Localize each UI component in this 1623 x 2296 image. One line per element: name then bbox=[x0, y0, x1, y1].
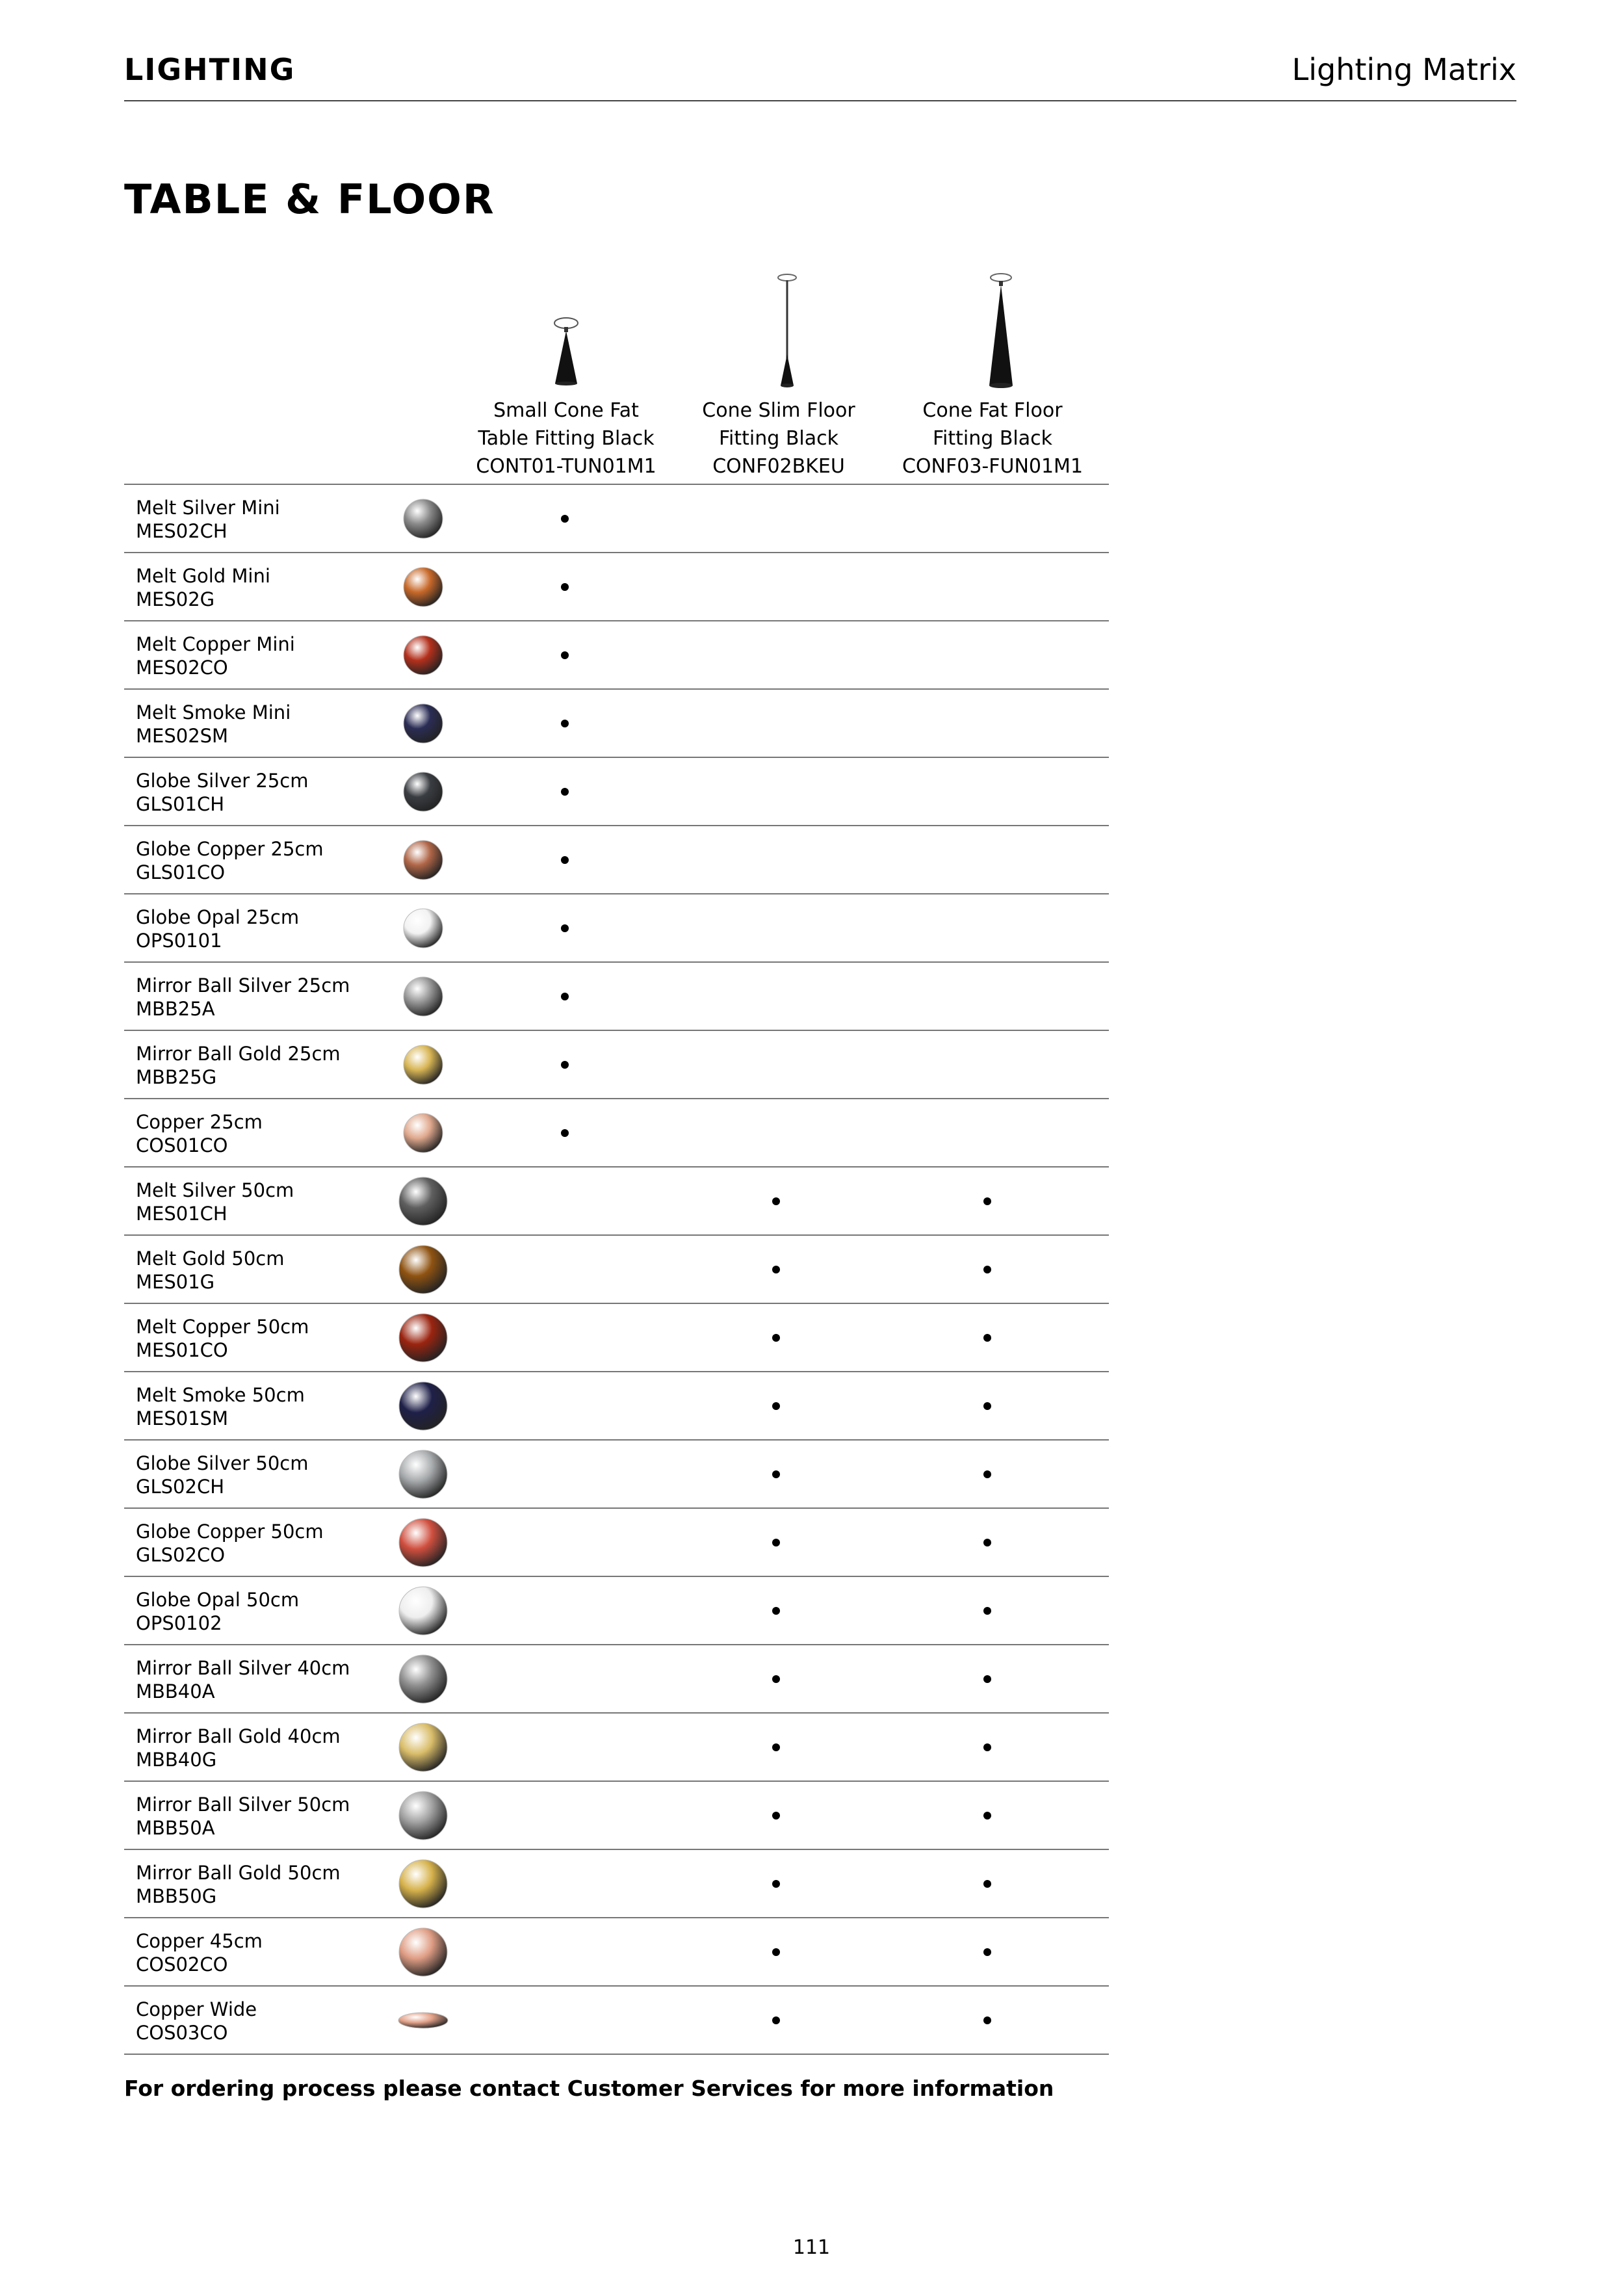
product-name: Globe Silver 25cm bbox=[136, 770, 309, 792]
shade-thumbnail-icon bbox=[397, 1585, 449, 1637]
product-name-cell bbox=[136, 496, 280, 543]
shade-shape bbox=[399, 1314, 447, 1362]
shade-shape bbox=[404, 567, 443, 607]
shade-thumbnail-icon bbox=[397, 1244, 449, 1296]
product-name: Mirror Ball Silver 50cm bbox=[136, 1794, 350, 1816]
table-row bbox=[124, 963, 1109, 1031]
product-name-cell bbox=[136, 1247, 285, 1294]
shade-thumbnail-icon bbox=[397, 766, 449, 818]
product-name: Mirror Ball Gold 40cm bbox=[136, 1725, 341, 1747]
product-name-cell bbox=[136, 1656, 350, 1703]
table-row bbox=[124, 1236, 1109, 1304]
compatibility-dot bbox=[983, 1948, 991, 1956]
shade-thumbnail-icon bbox=[397, 1312, 449, 1364]
table-row bbox=[124, 1099, 1109, 1168]
product-code: MBB50G bbox=[136, 1885, 217, 1907]
shade-shape bbox=[404, 499, 443, 538]
compatibility-dot bbox=[983, 1880, 991, 1888]
product-name-cell bbox=[136, 1588, 299, 1635]
section-title: TABLE & FLOOR bbox=[124, 176, 495, 223]
cone-slim-floor-lamp-icon bbox=[675, 263, 883, 393]
table-row bbox=[124, 1918, 1109, 1987]
compatibility-dot bbox=[772, 1880, 780, 1888]
column-product-code: CONT01-TUN01M1 bbox=[476, 455, 656, 478]
table-row bbox=[124, 690, 1109, 758]
compatibility-dot bbox=[772, 1334, 780, 1342]
product-code: MBB25G bbox=[136, 1066, 217, 1088]
compatibility-dot bbox=[772, 1812, 780, 1820]
product-name: Mirror Ball Gold 25cm bbox=[136, 1043, 341, 1065]
product-code: COS03CO bbox=[136, 2022, 228, 2044]
product-name: Melt Silver 50cm bbox=[136, 1179, 294, 1201]
product-code: OPS0102 bbox=[136, 1612, 222, 1634]
product-code: GLS01CH bbox=[136, 793, 224, 815]
product-name: Globe Copper 50cm bbox=[136, 1520, 324, 1543]
compatibility-dot bbox=[561, 651, 569, 659]
column-label bbox=[449, 397, 683, 480]
table-row bbox=[124, 894, 1109, 963]
table-row bbox=[124, 1304, 1109, 1372]
shade-thumbnail-icon bbox=[397, 698, 449, 750]
shade-shape bbox=[399, 1655, 447, 1703]
column-product-code: CONF02BKEU bbox=[712, 455, 845, 478]
product-code: MES02CH bbox=[136, 520, 227, 542]
product-name: Globe Silver 50cm bbox=[136, 1452, 309, 1474]
column-label-line: Fitting Black bbox=[932, 427, 1053, 450]
product-name-cell bbox=[136, 1452, 309, 1498]
compatibility-dot bbox=[772, 1948, 780, 1956]
shade-shape bbox=[404, 704, 443, 743]
table-row bbox=[124, 1987, 1109, 2055]
column-label-line: Fitting Black bbox=[718, 427, 839, 450]
product-name: Globe Opal 50cm bbox=[136, 1589, 300, 1611]
product-name: Copper Wide bbox=[136, 1998, 257, 2020]
product-name: Globe Opal 25cm bbox=[136, 906, 300, 928]
column-label-line: Table Fitting Black bbox=[478, 427, 655, 450]
compatibility-dot bbox=[983, 1675, 991, 1683]
table-row bbox=[124, 1782, 1109, 1850]
product-code: MES02SM bbox=[136, 725, 229, 747]
product-name-cell bbox=[136, 1520, 324, 1567]
compatibility-dot bbox=[772, 1266, 780, 1273]
table-row bbox=[124, 1714, 1109, 1782]
shade-thumbnail-icon bbox=[397, 493, 449, 545]
shade-shape bbox=[404, 909, 443, 948]
column-label-line: Cone Slim Floor bbox=[702, 399, 855, 422]
compatibility-dot bbox=[561, 720, 569, 727]
compatibility-dot bbox=[983, 1743, 991, 1751]
compatibility-dot bbox=[561, 1061, 569, 1069]
product-name-cell bbox=[136, 1929, 263, 1976]
shade-shape bbox=[399, 1450, 447, 1498]
page-header bbox=[124, 52, 1516, 101]
ordering-footnote: For ordering process please contact Customer Services for more information bbox=[124, 2076, 1054, 2101]
compatibility-dot bbox=[561, 788, 569, 796]
shade-thumbnail-icon bbox=[397, 629, 449, 681]
shade-thumbnail-icon bbox=[397, 1653, 449, 1705]
product-name: Melt Smoke Mini bbox=[136, 701, 291, 724]
shade-shape bbox=[399, 1246, 447, 1294]
product-code: MBB40G bbox=[136, 1749, 217, 1771]
shade-thumbnail-icon bbox=[397, 1994, 449, 2046]
shade-shape bbox=[404, 1045, 443, 1084]
compatibility-dot bbox=[983, 1607, 991, 1615]
column-label bbox=[876, 397, 1110, 480]
product-name-cell bbox=[136, 974, 350, 1021]
product-name: Copper 25cm bbox=[136, 1111, 263, 1133]
shade-shape bbox=[399, 1519, 447, 1567]
product-name-cell bbox=[136, 769, 309, 816]
product-name-cell bbox=[136, 1725, 341, 1771]
shade-thumbnail-icon bbox=[397, 1517, 449, 1569]
product-name-cell bbox=[136, 1179, 294, 1225]
product-name-cell bbox=[136, 1998, 257, 2044]
column-header-small-cone-fat bbox=[462, 263, 670, 484]
small-cone-fat-table-lamp-icon bbox=[462, 263, 670, 393]
shade-thumbnail-icon bbox=[397, 1858, 449, 1910]
table-row bbox=[124, 758, 1109, 826]
table-row bbox=[124, 1372, 1109, 1441]
compatibility-dot bbox=[983, 2016, 991, 2024]
compatibility-dot bbox=[983, 1197, 991, 1205]
shade-thumbnail-icon bbox=[397, 1790, 449, 1842]
table-row bbox=[124, 1509, 1109, 1577]
product-code: GLS02CO bbox=[136, 1544, 226, 1566]
header-section-label: LIGHTING bbox=[124, 52, 296, 87]
compatibility-dot bbox=[772, 1470, 780, 1478]
product-name: Melt Smoke 50cm bbox=[136, 1384, 305, 1406]
shade-thumbnail-icon bbox=[397, 561, 449, 613]
product-name-cell bbox=[136, 1315, 309, 1362]
shade-shape bbox=[404, 841, 443, 880]
product-code: GLS01CO bbox=[136, 861, 226, 883]
compatibility-dot bbox=[772, 1402, 780, 1410]
shade-shape bbox=[399, 1723, 447, 1771]
column-label-line: Small Cone Fat bbox=[493, 399, 639, 422]
product-name: Globe Copper 25cm bbox=[136, 838, 324, 860]
compatibility-dot bbox=[561, 1129, 569, 1137]
table-row bbox=[124, 1577, 1109, 1645]
column-label bbox=[662, 397, 896, 480]
column-header-cone-fat-floor bbox=[889, 263, 1097, 484]
shade-shape bbox=[399, 1860, 447, 1908]
shade-shape bbox=[404, 772, 443, 811]
shade-thumbnail-icon bbox=[397, 1039, 449, 1091]
compatibility-dot bbox=[983, 1266, 991, 1273]
table-row bbox=[124, 553, 1109, 621]
compatibility-dot bbox=[772, 1743, 780, 1751]
cone-fat-floor-lamp-icon bbox=[889, 263, 1097, 393]
shade-shape bbox=[404, 1114, 443, 1153]
table-row bbox=[124, 621, 1109, 690]
shade-shape bbox=[399, 1928, 447, 1976]
page-number: 111 bbox=[792, 2236, 831, 2259]
product-code: MES02G bbox=[136, 588, 215, 610]
product-name: Mirror Ball Silver 25cm bbox=[136, 974, 350, 997]
compatibility-dot bbox=[983, 1812, 991, 1820]
product-code: MES02CO bbox=[136, 657, 228, 679]
compatibility-dot bbox=[983, 1334, 991, 1342]
compatibility-dot bbox=[983, 1539, 991, 1546]
product-name: Mirror Ball Gold 50cm bbox=[136, 1862, 341, 1884]
product-code: GLS02CH bbox=[136, 1476, 224, 1498]
product-name-cell bbox=[136, 1110, 263, 1157]
compatibility-dot bbox=[561, 924, 569, 932]
table-row bbox=[124, 1031, 1109, 1099]
compatibility-dot bbox=[772, 1675, 780, 1683]
column-product-code: CONF03-FUN01M1 bbox=[902, 455, 1084, 478]
product-name: Melt Silver Mini bbox=[136, 497, 280, 519]
header-title: Lighting Matrix bbox=[1292, 52, 1516, 87]
product-name: Melt Copper 50cm bbox=[136, 1316, 309, 1338]
shade-thumbnail-icon bbox=[397, 971, 449, 1023]
shade-thumbnail-icon bbox=[397, 1926, 449, 1978]
compatibility-dot bbox=[983, 1470, 991, 1478]
shade-shape bbox=[399, 1177, 447, 1225]
table-row bbox=[124, 826, 1109, 894]
product-code: MBB25A bbox=[136, 998, 215, 1020]
product-name-cell bbox=[136, 1383, 305, 1430]
table-row bbox=[124, 485, 1109, 553]
product-code: MBB50A bbox=[136, 1817, 215, 1839]
product-name: Mirror Ball Silver 40cm bbox=[136, 1657, 350, 1679]
shade-shape bbox=[404, 636, 443, 675]
compatibility-dot bbox=[561, 993, 569, 1000]
compatibility-dot bbox=[561, 515, 569, 523]
shade-shape bbox=[398, 2013, 448, 2028]
product-name-cell bbox=[136, 1861, 341, 1908]
product-name-cell bbox=[136, 701, 291, 748]
product-name-cell bbox=[136, 906, 299, 952]
compatibility-dot bbox=[772, 1607, 780, 1615]
shade-thumbnail-icon bbox=[397, 902, 449, 954]
product-code: COS02CO bbox=[136, 1953, 228, 1976]
product-code: OPS0101 bbox=[136, 930, 222, 952]
shade-shape bbox=[399, 1792, 447, 1840]
table-row bbox=[124, 1441, 1109, 1509]
product-name: Melt Gold Mini bbox=[136, 565, 270, 587]
product-name: Copper 45cm bbox=[136, 1930, 263, 1952]
compatibility-dot bbox=[772, 2016, 780, 2024]
shade-shape bbox=[404, 977, 443, 1016]
product-name-cell bbox=[136, 633, 295, 679]
shade-thumbnail-icon bbox=[397, 1448, 449, 1500]
product-name: Melt Gold 50cm bbox=[136, 1247, 285, 1270]
compatibility-dot bbox=[561, 856, 569, 864]
compatibility-dot bbox=[772, 1539, 780, 1546]
product-name-cell bbox=[136, 564, 270, 611]
shade-thumbnail-icon bbox=[397, 1107, 449, 1159]
product-code: MES01CH bbox=[136, 1203, 227, 1225]
shade-thumbnail-icon bbox=[397, 1721, 449, 1773]
shade-thumbnail-icon bbox=[397, 1380, 449, 1432]
shade-shape bbox=[399, 1587, 447, 1635]
product-code: MES01SM bbox=[136, 1407, 229, 1429]
shade-shape bbox=[399, 1382, 447, 1430]
compatibility-dot bbox=[983, 1402, 991, 1410]
product-code: MES01CO bbox=[136, 1339, 228, 1361]
product-name: Melt Copper Mini bbox=[136, 633, 295, 655]
compatibility-dot bbox=[772, 1197, 780, 1205]
product-name-cell bbox=[136, 1042, 341, 1089]
column-header-cone-slim-floor bbox=[675, 263, 883, 484]
shade-thumbnail-icon bbox=[397, 1175, 449, 1227]
product-code: COS01CO bbox=[136, 1134, 228, 1156]
table-row bbox=[124, 1850, 1109, 1918]
product-name-cell bbox=[136, 837, 324, 884]
product-code: MBB40A bbox=[136, 1680, 215, 1702]
product-code: MES01G bbox=[136, 1271, 215, 1293]
compatibility-matrix bbox=[124, 484, 1109, 2055]
table-row bbox=[124, 1168, 1109, 1236]
product-name-cell bbox=[136, 1793, 350, 1840]
column-label-line: Cone Fat Floor bbox=[922, 399, 1063, 422]
shade-thumbnail-icon bbox=[397, 834, 449, 886]
compatibility-dot bbox=[561, 583, 569, 591]
table-row bbox=[124, 1645, 1109, 1714]
